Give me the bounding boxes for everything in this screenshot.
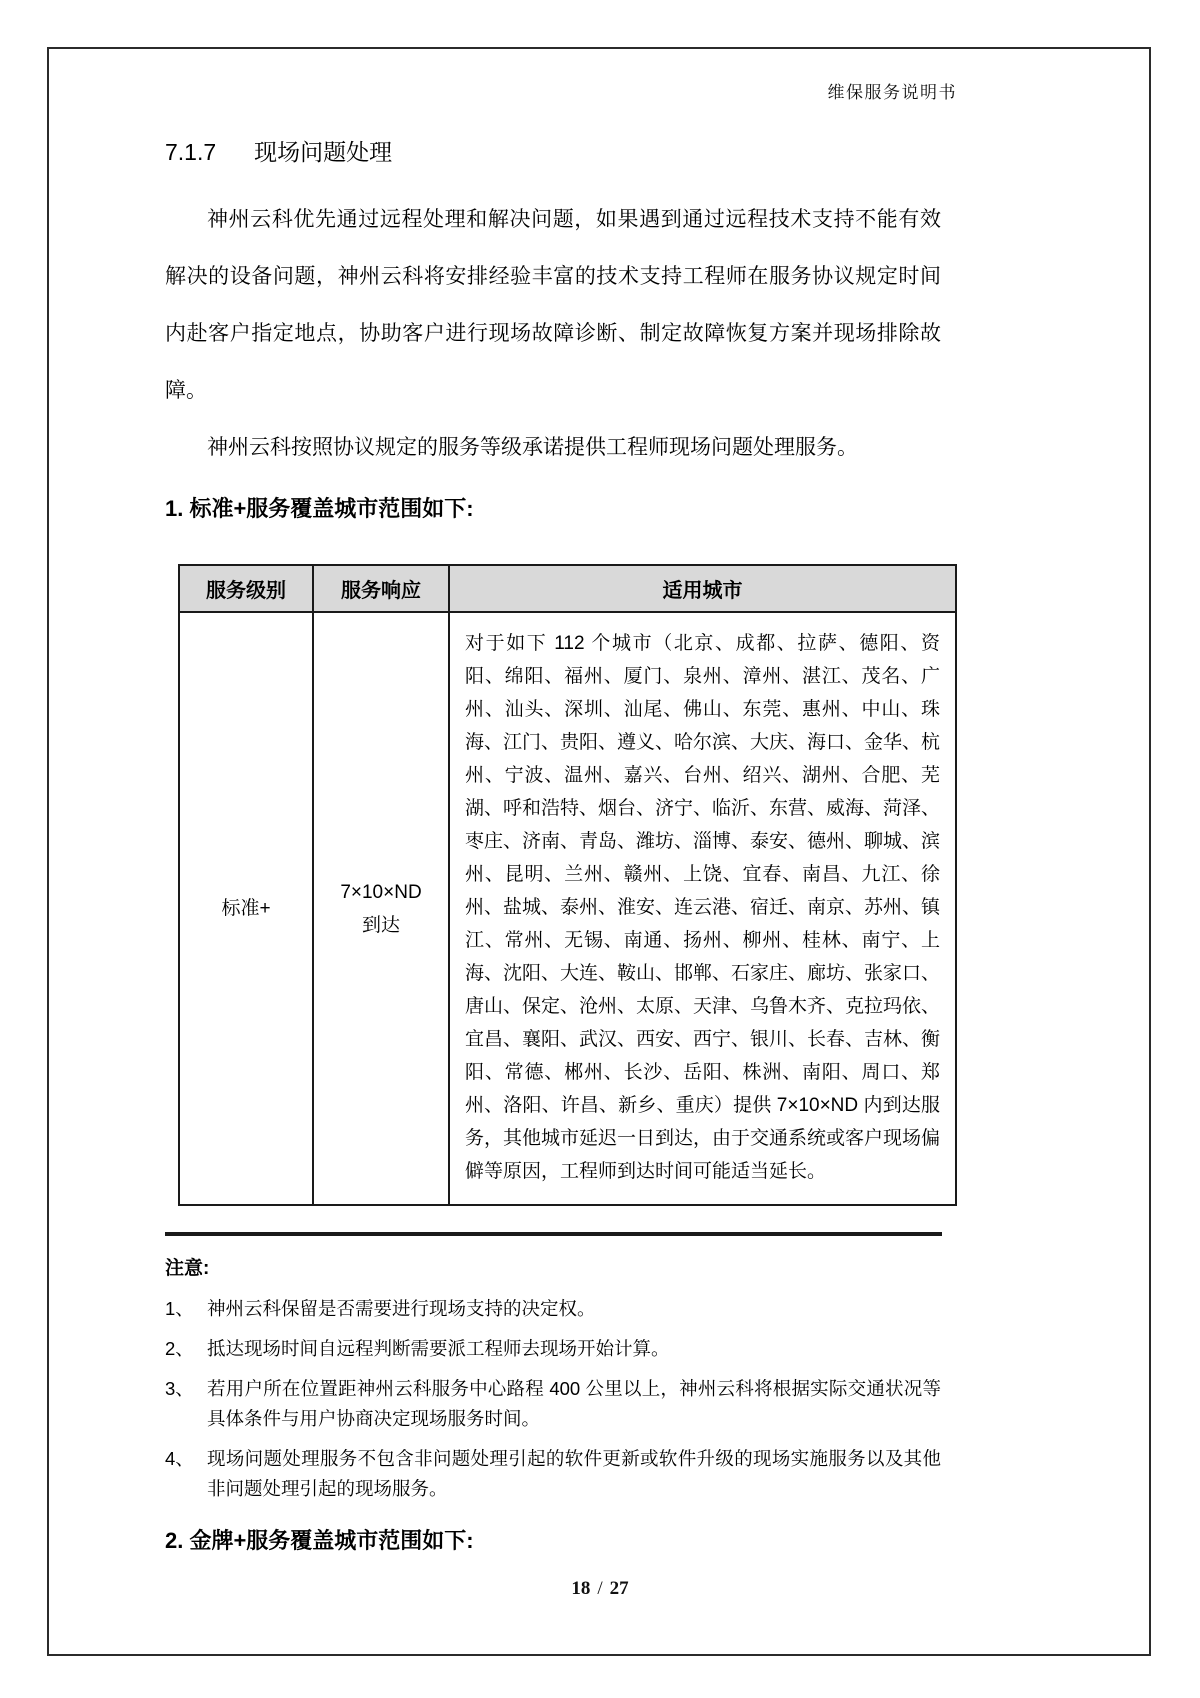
footer-current-page: 18 <box>571 1578 591 1599</box>
section-title: 现场问题处理 <box>254 139 393 165</box>
note-text-3: 若用户所在位置距神州云科服务中心路程 400 公里以上，神州云科将根据实际交通状况等具体条件与用户协商决定现场服务时间。 <box>207 1378 941 1429</box>
document-header-title: 维保服务说明书 <box>827 83 957 102</box>
note-item-2 <box>165 1334 941 1364</box>
column-header-applicable-cities: 适用城市 <box>449 565 956 612</box>
service-coverage-table <box>178 564 957 1206</box>
note-text-4: 现场问题处理服务不包含非问题处理引起的软件更新或软件升级的现场实施服务以及其他非问题处理引起的现场服务。 <box>207 1448 941 1499</box>
notes-list <box>165 1294 941 1504</box>
service-response-line-2: 到达 <box>361 914 400 936</box>
column-header-service-level: 服务级别 <box>179 565 313 612</box>
paragraph-service-level-commitment: 神州云科按照协议规定的服务等级承诺提供工程师现场问题处理服务。 <box>207 436 858 459</box>
paragraph-remote-handling: 神州云科优先通过远程处理和解决问题，如果遇到通过远程技术支持不能有效解决的设备问题，神州云科将安排经验丰富的技术支持工程师在服务协议规定时间内赴客户指定地点，协助客户进行现场故障诊断、制定故障恢复方案并现场排除故障。 <box>165 208 941 402</box>
note-number-2: 2、 <box>165 1338 194 1359</box>
note-number-3: 3、 <box>165 1378 194 1399</box>
column-header-service-response: 服务响应 <box>313 565 449 612</box>
note-text-1: 神州云科保留是否需要进行现场支持的决定权。 <box>207 1298 596 1319</box>
section-divider-rule <box>165 1232 942 1236</box>
cell-applicable-cities: 对于如下 112 个城市（北京、成都、拉萨、德阳、资阳、绵阳、福州、厦门、泉州、漳州、湛江、茂名、广州、汕头、深圳、汕尾、佛山、东莞、惠州、中山、珠海、江门、贵阳、遵义、哈尔滨、大庆、海口、金华、杭州、宁波、温州、嘉兴、台州、绍兴、湖州、合肥、芜湖、呼和浩特、烟台、济宁、临沂、东营、威海、菏泽、枣庄、济南、青岛、潍坊、淄博、泰安、德州、聊城、滨州、昆明、兰州、赣州、上饶、宜春、南昌、九江、徐州、盐城、泰州、淮安、连云港、宿迁、南京、苏州、镇江、常州、无锡、南通、扬州、柳州、桂林、南宁、上海、沈阳、大连、鞍山、邯郸、石家庄、廊坊、张家口、唐山、保定、沧州、太原、天津、乌鲁木齐、克拉玛依、宜昌、襄阳、武汉、西安、西宁、银川、长春、吉林、衡阳、常德、郴州、长沙、岳阳、株洲、南阳、周口、郑州、洛阳、许昌、新乡、重庆）提供 7×10×ND 内到达服务，其他城市延迟一日到达，由于交通系统或客户现场偏僻等原因，工程师到达时间可能适当延长。 <box>449 612 956 1205</box>
section-number: 7.1.7 <box>165 139 217 165</box>
table-header-row <box>179 565 956 612</box>
section-heading <box>165 135 955 169</box>
note-number-1: 1、 <box>165 1298 194 1319</box>
note-item-1 <box>165 1294 941 1324</box>
footer-total-pages: 27 <box>609 1578 629 1599</box>
note-item-3 <box>165 1374 941 1434</box>
note-text-2: 抵达现场时间自远程判断需要派工程师去现场开始计算。 <box>207 1338 670 1359</box>
service-response-line-1: 7×10×ND <box>340 881 422 903</box>
page-footer <box>0 1578 1200 1600</box>
cell-service-level: 标准+ <box>179 612 313 1205</box>
table-row <box>179 612 956 1205</box>
note-item-4 <box>165 1444 941 1504</box>
page-content <box>165 135 955 1556</box>
heading-gold-plus-coverage: 2. 金牌+服务覆盖城市范围如下: <box>165 1528 474 1553</box>
footer-page-separator: / <box>597 1578 603 1599</box>
heading-standard-plus-coverage: 1. 标准+服务覆盖城市范围如下: <box>165 496 474 521</box>
notes-label: 注意: <box>165 1258 210 1279</box>
note-number-4: 4、 <box>165 1448 194 1469</box>
cell-service-response <box>313 612 449 1205</box>
